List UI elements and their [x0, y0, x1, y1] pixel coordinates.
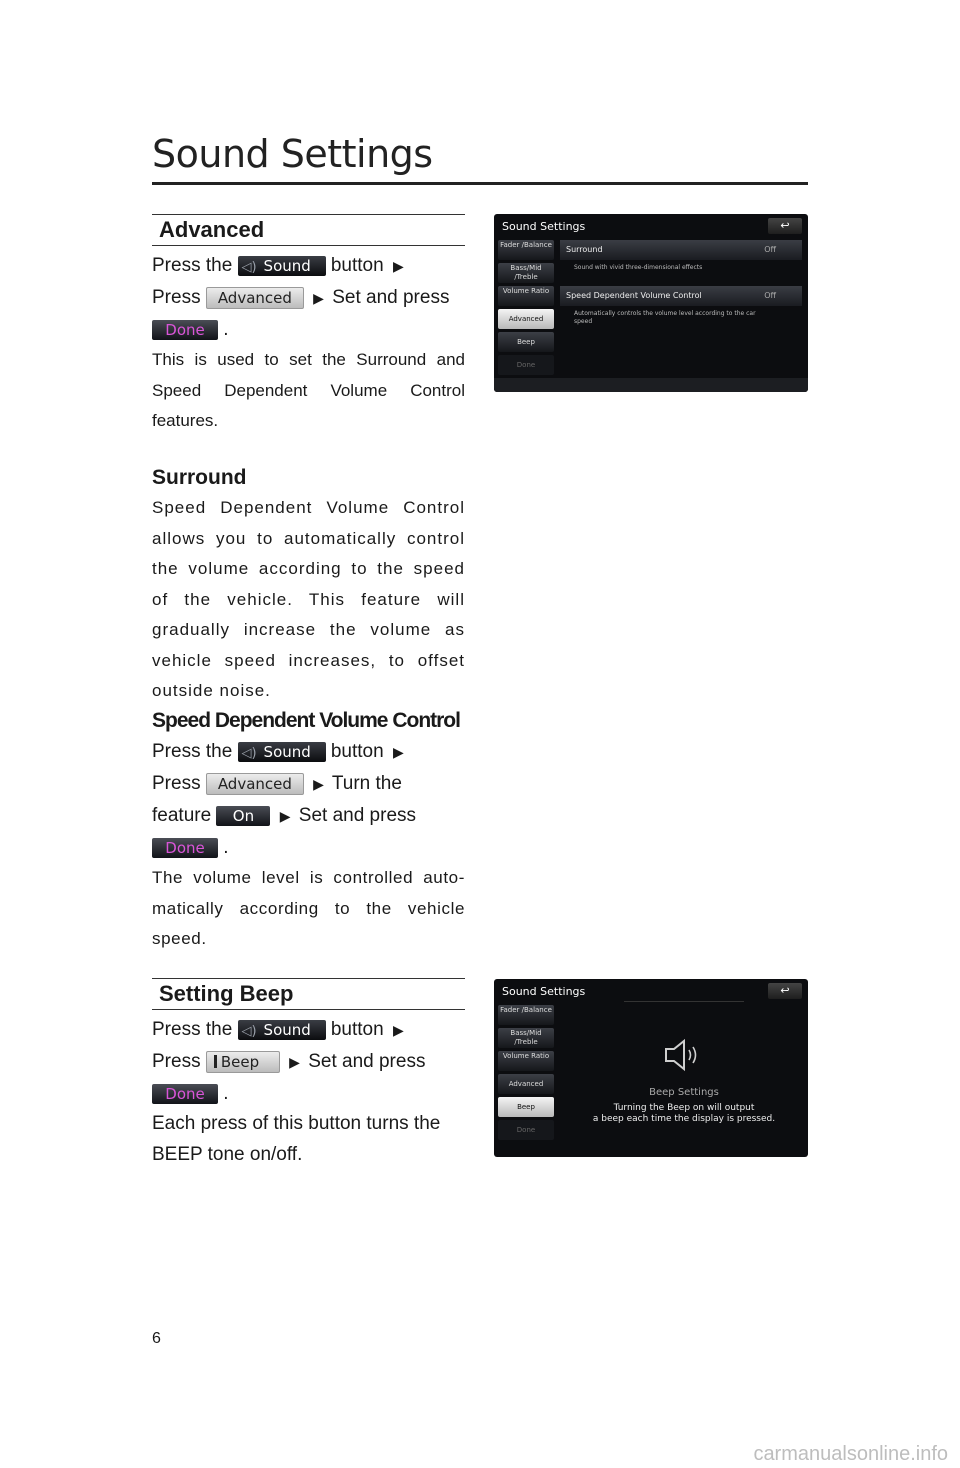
speaker-icon [662, 1037, 702, 1073]
menu-fader[interactable]: Fader /Balance [498, 240, 554, 260]
surround-description: Speed Dependent Volume Control allows you to automatically control the volume according to the speed of the vehicle. This feature will gradually increase the volume as vehicle speed increases, to offset outside noise. [152, 498, 465, 700]
right-triangle-icon: ▶ [392, 744, 404, 760]
beep-screen [494, 979, 808, 1157]
menu-done[interactable]: Done [498, 1120, 554, 1140]
sdvc-row[interactable]: Speed Dependent Volume Control Off [560, 286, 802, 306]
page-title: Sound Settings [152, 132, 433, 176]
advanced-section: Advanced Press the ◁) Sound button ▶ Press Advanced ▶ Set and press Done . This is used to set the Surround and Speed Dependent Volume Control features. [152, 214, 465, 437]
divider [624, 1001, 744, 1002]
sound-key: ◁) Sound [238, 1020, 326, 1040]
menu-advanced[interactable]: Advanced [498, 1074, 554, 1094]
screen-menu [498, 240, 554, 378]
done-key: Done [152, 1084, 218, 1104]
right-triangle-icon: ▶ [313, 290, 324, 306]
sound-key: ◁) Sound [238, 256, 326, 276]
menu-bass[interactable]: Bass/Mid /Treble [498, 263, 554, 283]
text: button [330, 255, 384, 276]
watermark: carmanualsonline.info [753, 1443, 948, 1465]
surround-row[interactable]: Surround Off [560, 240, 802, 260]
menu-beep[interactable]: Beep [498, 1097, 554, 1117]
sdvc-description: The volume level is controlled auto-matically according to the vehicle speed. [152, 868, 465, 948]
advanced-heading: Advanced [152, 214, 465, 246]
right-triangle-icon: ▶ [289, 1054, 300, 1070]
sound-key: ◁) Sound [238, 742, 326, 762]
surround-section [152, 463, 465, 707]
right-triangle-icon: ▶ [313, 776, 324, 792]
screen-title: Sound Settings [502, 985, 586, 998]
menu-advanced[interactable]: Advanced [498, 309, 554, 329]
menu-done[interactable]: Done [498, 355, 554, 375]
text: Press the [152, 255, 233, 276]
row-description: Automatically controls the volume level according to the car speed [574, 310, 756, 325]
menu-volume-ratio[interactable]: Volume Ratio [498, 1051, 554, 1071]
advanced-key: Advanced [206, 287, 304, 309]
advanced-screen [494, 214, 808, 392]
screen-title: Sound Settings [502, 220, 586, 233]
indicator-icon [214, 1055, 217, 1068]
text: Set and press [332, 287, 450, 308]
done-key: Done [152, 320, 218, 340]
right-triangle-icon: ▶ [392, 258, 404, 274]
title-rule [152, 182, 808, 185]
page-number: 6 [152, 1330, 161, 1347]
beep-message: Turning the Beep on will output a beep each time the display is pressed. [592, 1103, 776, 1124]
sdvc-section: Speed Dependent Volume Control Press the ◁) Sound button ▶ Press Advanced ▶ Turn the feature On ▶ Set and press Done . The volume level is controlled auto-matically according to the vehicle speed. [152, 706, 465, 955]
screen-menu [498, 1005, 554, 1143]
status-value: Off [764, 245, 776, 254]
text: Press [152, 287, 201, 308]
speaker-icon: ◁) [241, 259, 257, 275]
done-key: Done [152, 838, 218, 858]
beep-description: Each press of this button turns the BEEP tone on/off. [152, 1113, 441, 1165]
beep-section: Setting Beep Press the ◁) Sound button ▶ Press Beep ▶ Set and press Done . Each press of this button turns the BEEP tone on/off. [152, 978, 465, 1170]
menu-volume-ratio[interactable]: Volume Ratio [498, 286, 554, 306]
row-description: Sound with vivid three-dimensional effects [574, 264, 703, 271]
status-value: Off [764, 291, 776, 300]
beep-key: Beep [206, 1051, 280, 1073]
right-triangle-icon: ▶ [392, 1022, 404, 1038]
back-arrow-icon[interactable]: ↩ [768, 983, 802, 999]
beep-heading: Setting Beep [152, 978, 465, 1010]
beep-settings-title: Beep Settings [649, 1087, 719, 1098]
back-arrow-icon[interactable]: ↩ [768, 218, 802, 234]
advanced-description: This is used to set the Surround and Speed Dependent Volume Control features. [152, 350, 465, 430]
speaker-icon: ◁) [241, 1023, 257, 1039]
surround-heading: Surround [152, 466, 247, 489]
sdvc-heading: Speed Dependent Volume Control [152, 709, 460, 732]
menu-fader[interactable]: Fader /Balance [498, 1005, 554, 1025]
on-key: On [216, 806, 270, 826]
right-triangle-icon: ▶ [279, 808, 291, 824]
speaker-icon: ◁) [241, 745, 257, 761]
advanced-key: Advanced [206, 773, 304, 795]
menu-beep[interactable]: Beep [498, 332, 554, 352]
menu-bass[interactable]: Bass/Mid /Treble [498, 1028, 554, 1048]
screen-footer [494, 378, 808, 392]
